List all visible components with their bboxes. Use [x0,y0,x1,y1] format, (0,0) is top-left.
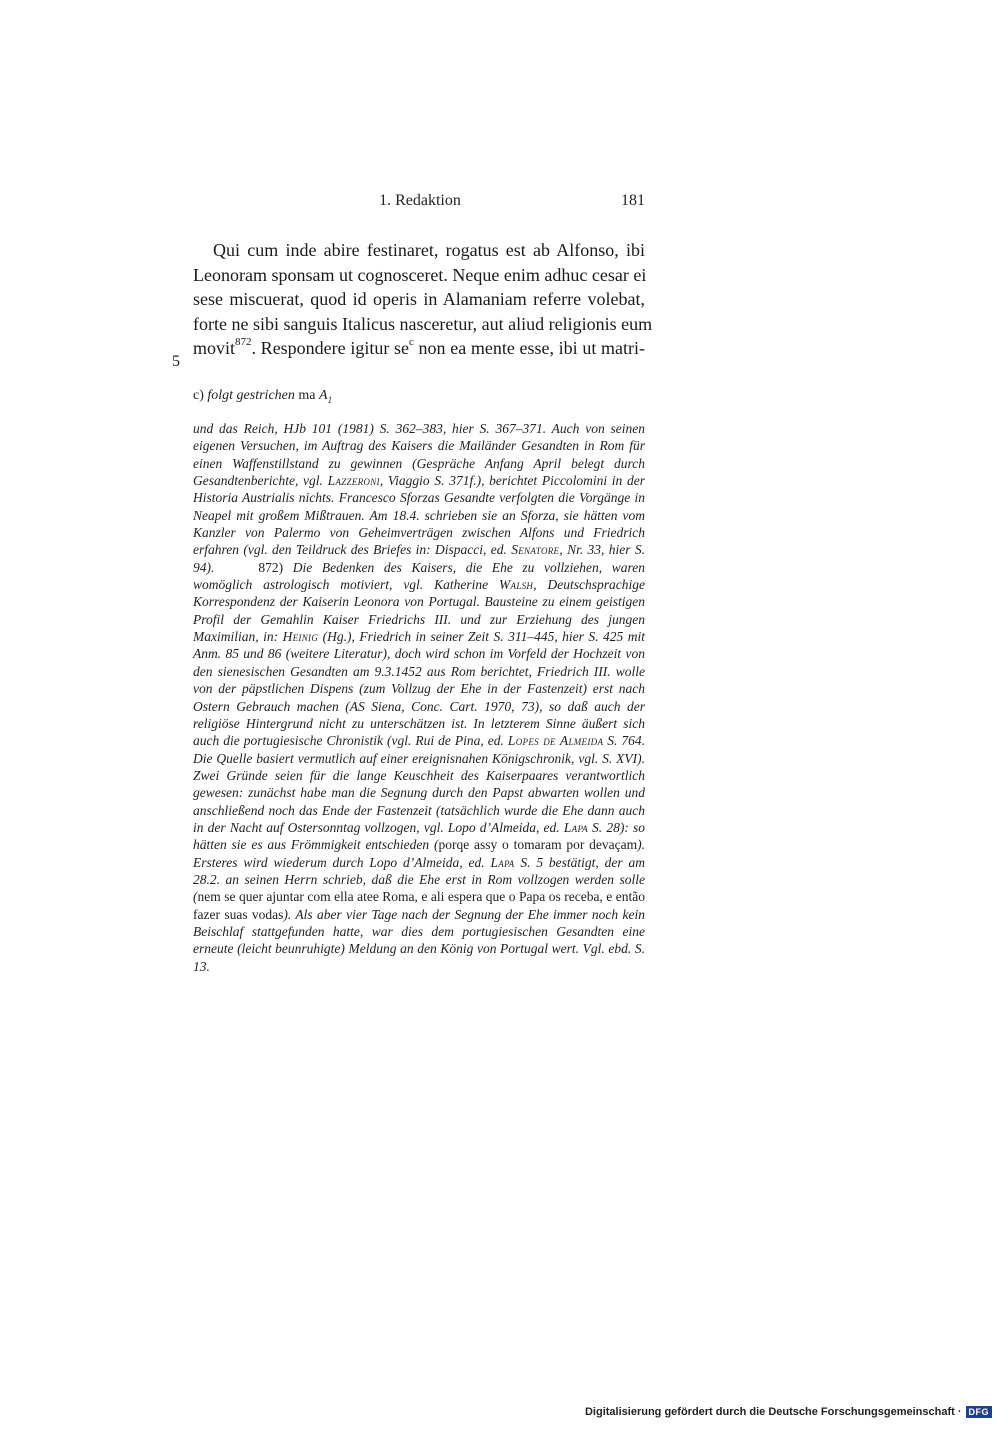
footnote-text: ). Ersteres wird wiederum durch Lopo d’Almeida, ed. [193,837,645,870]
author-name: Lopes de Almeida [507,733,604,749]
main-text-line: sese miscuerat, quod id operis in Alamaniam referre volebat, [193,289,645,310]
critical-apparatus [193,388,645,405]
main-text-line: forte ne sibi sanguis Italicus nasceretur, aut aliud religionis eum [193,313,653,334]
footnote-number: 872) [258,559,284,575]
author-name: Lapa [563,819,588,835]
author-name: Heinig [282,629,319,645]
footnote-marker: 872 [235,336,252,349]
author-name: Walsh [498,577,534,593]
main-text-fragment: . Respondere igitur se [251,338,409,359]
manuscript-subscript: 1 [327,394,333,405]
author-name: Senatore [511,542,560,558]
funding-text: Digitalisierung gefördert durch die Deutsche Forschungsgemeinschaft · [584,1406,962,1418]
main-text-line: Qui cum inde abire festinaret, rogatus est ab Alfonso, ibi [213,240,645,260]
footnote-text: S. 764. Die Quelle basiert vermutlich auf einer ereignisnahen Königschronik, vgl. S. XVI). Zwei Gründe seien für die lange Keuschheit des Kaiserpaares verantwortlich gewesen: zunächst habe man die Segnung durch den Papst abwarten wollen und anschließend noch das Ende der Fastenzeit (tatsächlich wurde die Ehe dann auch in der Nacht auf Ostersonntag vollzogen, vgl. Lopo d’Almeida, ed. [193,733,646,835]
author-name: Lazzeroni [327,473,380,489]
footnote-text: ). Als aber vier Tage nach der Segnung der Ehe immer noch kein Beischlaf stattgefunden hatte, war dies dem portugiesischen Gesandten eine erneute (leicht beunruhigte) Meldung an den König von Portugal wert. Vgl. ebd. S. 13. [193,906,645,974]
apparatus-siglum: c) [193,388,204,403]
manuscript-siglum: A [319,388,328,403]
footnote-text: (Hg.), Friedrich in seiner Zeit S. 311–445, hier S. 425 mit Anm. 85 und 86 (weitere Literatur), doch wird schon im Vorfeld der Hochzeit von den sienesischen Gesandten am 9.3.1452 aus Rom berichtet, Friedrich III. wolle von der päpstlichen Dispens (zum Vollzug der Ehe in der Fastenzeit) erst nach Ostern Gebrauch machen (AS Siena, Conc. Cart. 1970, 73), so daß auch der religiöse Hintergrund nicht zu unterschätzen ist. In letzterem Sinne äußert sich auch die portugiesische Chronistik (vgl. Rui de Pina, ed. [193,629,645,749]
footnote-text: Die Bedenken des Kaisers, die Ehe zu vollziehen, waren womöglich astrologisch motiviert, vgl. Katherine [193,559,645,593]
footnotes [193,420,645,975]
main-text-fragment: non ea mente esse, ibi ut matri- [413,338,646,359]
apparatus-marker: c [409,336,414,349]
main-text-line [193,336,645,361]
main-text-line: Leonoram sponsam ut cognosceret. Neque enim adhuc cesar ei [193,264,647,285]
source-quote: nem se quer ajuntar com ella atee Roma, e ali espera que o Papa os receba, e então fazer suas vodas [193,889,645,922]
funding-footer [585,1404,992,1420]
running-head [195,192,645,216]
main-text-fragment: movit [193,338,236,359]
footnote-text: S. 28): so hätten sie es aus Frömmigkeit entschieden ( [193,819,645,853]
apparatus-reading: ma [298,388,316,403]
footnote-text: S. 5 bestätigt, der am 28.2. an seinen Herrn schrieb, daß die Ehe erst in Rom vollzogen werden solle ( [193,854,645,905]
dfg-logo-icon: DFG [966,1406,993,1418]
author-name: Lapa [490,854,515,870]
page-number: 181 [621,192,645,209]
main-text [193,238,653,361]
apparatus-text: folgt gestrichen [207,388,295,403]
footnote-text: , Deutschsprachige Korrespondenz der Kaiserin Leonora von Portugal. Bausteine zu einem geistigen Profil der Gemahlin Kaiser Friedrichs III. und zur Erziehung des jungen Maximilian, in: [193,577,645,645]
line-number: 5 [172,353,180,370]
running-head-title: 1. Redaktion [379,192,461,209]
footnote-text: , Nr. 33, hier S. 94). [193,542,645,575]
footnote-text: , Viaggio S. 371f.), berichtet Piccolomini in der Historia Austrialis nichts. Francesco Sforzas Gesandte verfolgten die Vorgänge in Neapel mit großem Mißtrauen. Am 18.4. schrieben sie an Sforza, sie hätten vom Kanzler von Palermo von Geheimverträgen zwischen Alfons und Friedrich erfahren (vgl. den Teildruck des Briefes in: Dispacci, ed. [193,473,645,558]
footnote-text: und das Reich, HJb 101 (1981) S. 362–383, hier S. 367–371. Auch von seinen eigenen Versuchen, im Auftrag des Kaisers die Mailänder Gesandten in Rom für einen Waffenstillstand zu gewinnen (Gespräche Anfang April belegt durch Gesandtenberichte, vgl. [193,421,645,489]
source-quote: porqe assy o tomaram por devaçam [438,837,638,853]
